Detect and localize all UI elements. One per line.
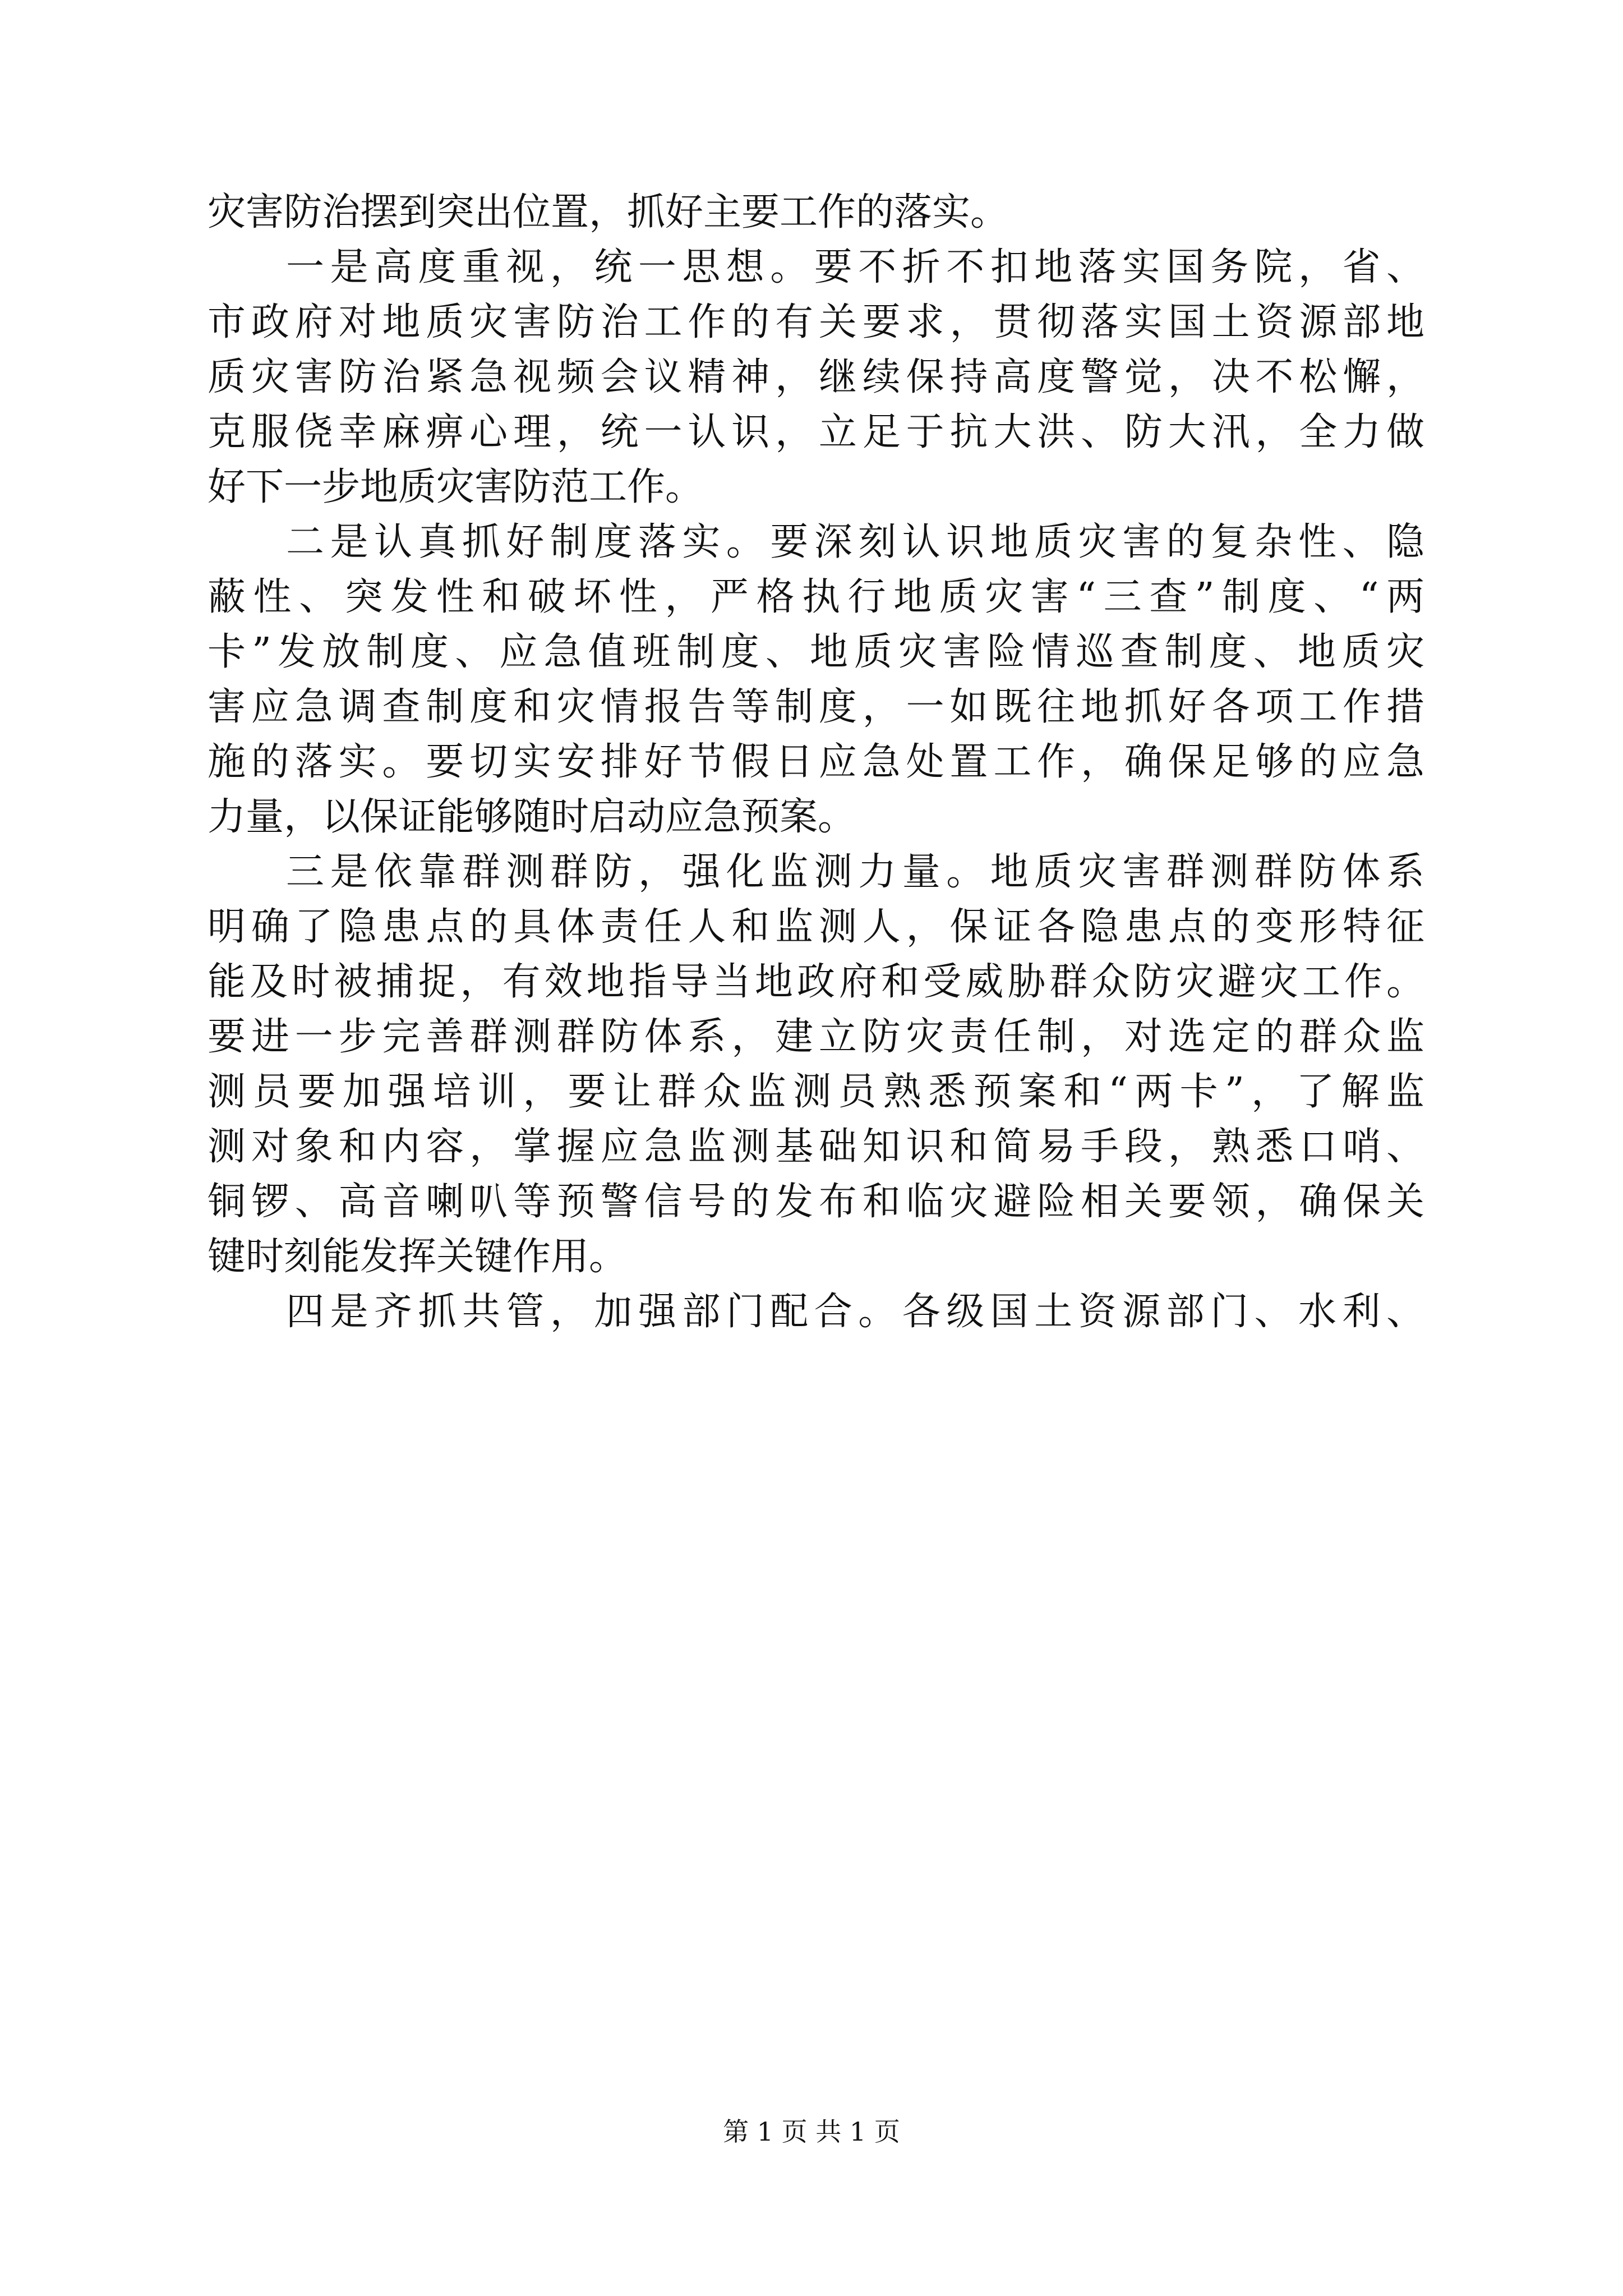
paragraph-line: 测员要加强培训，要让群众监测员熟悉预案和“两卡”，了解监: [208, 1070, 1424, 1114]
paragraph-line: 蔽性、突发性和破坏性，严格执行地质灾害“三查”制度、“两: [208, 575, 1424, 619]
paragraph-line: 卡”发放制度、应急值班制度、地质灾害险情巡查制度、地质灾: [208, 630, 1424, 674]
paragraph-line: 一是高度重视，统一思想。要不折不扣地落实国务院，省、: [286, 245, 1424, 289]
paragraph-line: 铜锣、高音喇叭等预警信号的发布和临灾避险相关要领，确保关: [208, 1180, 1424, 1224]
paragraph-line: 要进一步完善群测群防体系，建立防灾责任制，对选定的群众监: [208, 1015, 1424, 1059]
paragraph-line: 灾害防治摆到突出位置，抓好主要工作的落实。: [208, 190, 1009, 234]
paragraph: [208, 185, 1424, 240]
document-body: [208, 185, 1424, 1340]
page-footer: 第 1 页 共 1 页: [723, 2116, 900, 2147]
paragraph-line: 能及时被捕捉，有效地指导当地政府和受威胁群众防灾避灾工作。: [208, 960, 1424, 1004]
paragraph-line: 克服侥幸麻痹心理，统一认识，立足于抗大洪、防大汛，全力做: [208, 410, 1424, 454]
paragraph-line: 明确了隐患点的具体责任人和监测人，保证各隐患点的变形特征: [208, 905, 1424, 949]
paragraph: [208, 1285, 1424, 1340]
paragraph-line: 键时刻能发挥关键作用。: [208, 1235, 628, 1279]
paragraph: [208, 240, 1424, 515]
paragraph: [208, 515, 1424, 845]
paragraph-line: 施的落实。要切实安排好节假日应急处置工作，确保足够的应急: [208, 740, 1424, 784]
paragraph-line: 四是齐抓共管，加强部门配合。各级国土资源部门、水利、: [286, 1290, 1424, 1334]
paragraph-line: 测对象和内容，掌握应急监测基础知识和简易手段，熟悉口哨、: [208, 1125, 1424, 1169]
paragraph-line: 质灾害防治紧急视频会议精神，继续保持高度警觉，决不松懈，: [208, 355, 1424, 399]
paragraph-line: 力量，以保证能够随时启动应急预案。: [208, 795, 856, 839]
paragraph-line: 市政府对地质灾害防治工作的有关要求，贯彻落实国土资源部地: [208, 300, 1424, 344]
paragraph: [208, 845, 1424, 1285]
paragraph-line: 好下一步地质灾害防范工作。: [208, 465, 704, 509]
paragraph-line: 害应急调查制度和灾情报告等制度，一如既往地抓好各项工作措: [208, 685, 1424, 729]
paragraph-line: 三是依靠群测群防，强化监测力量。地质灾害群测群防体系: [286, 850, 1424, 894]
paragraph-line: 二是认真抓好制度落实。要深刻认识地质灾害的复杂性、隐: [286, 520, 1424, 564]
